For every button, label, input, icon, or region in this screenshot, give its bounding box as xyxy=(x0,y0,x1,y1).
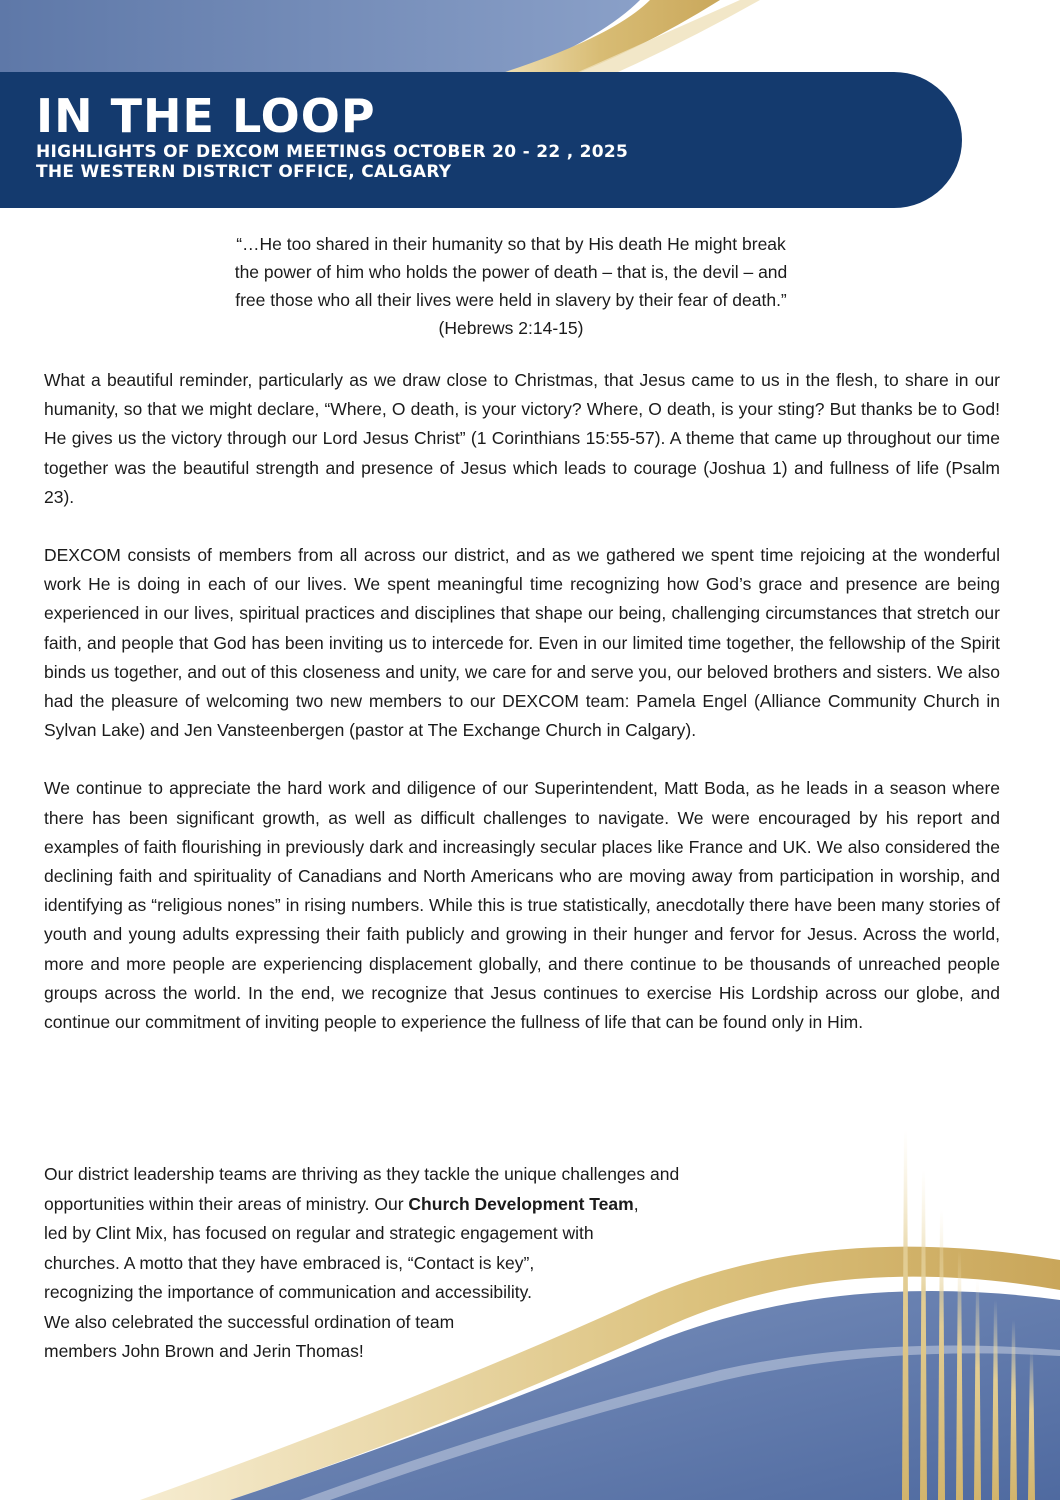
paragraph-line: churches. A motto that they have embraced is, “Contact is key”, xyxy=(44,1252,535,1273)
subtitle-line-2: THE WESTERN DISTRICT OFFICE, CALGARY xyxy=(36,162,452,182)
paragraph: We continue to appreciate the hard work and diligence of our Superintendent, Matt Boda, as he leads in a season where there has been significant growth, as well as difficult challenges to navigate. We were encouraged by his report and examples of faith flourishing in previously dark and increasingly secular places like France and UK. We also considered the declining faith and spirituality of Canadians and North Americans who are moving away from participation in worship, and identifying as “religious nones” in rising numbers. While this is true statistically, anecdotally there have been many stories of youth and young adults expressing their faith publicly and growing in their hunger and fervor for Jesus. Across the world, more and more people are experiencing displacement globally, and there continue to be thousands of unreached people groups across the world. In the end, we recognize that Jesus continues to exercise His Lordship across our globe, and continue our commitment of inviting people to experience the fullness of life that can be found only in Him. xyxy=(44,778,1000,1033)
paragraph-line: recognizing the importance of communication and accessibility. xyxy=(44,1282,532,1302)
paragraph-line xyxy=(44,1190,804,1220)
church-development-team-label: Church Development Team xyxy=(408,1193,634,1214)
text-run: , xyxy=(633,1193,639,1214)
quote-line: “…He too shared in their humanity so that by His death He might break xyxy=(236,234,786,254)
paragraph: DEXCOM consists of members from all across our district, and as we gathered we spent time rejoicing at the wonderful work He is doing in each of our lives. We spent meaningful time recognizing how God’s grace and presence are being experienced in our lives, spiritual practices and disciplines that shape our being, challenging circumstances that stretch our faith, and people that God has been inviting us to intercede for. Even in our limited time together, the fellowship of the Spirit binds us together, and out of this closeness and unity, we care for and serve you, our beloved brothers and sisters. We also had the pleasure of welcoming two new members to our DEXCOM team: Pamela Engel (Alliance Community Church in Sylvan Lake) and Jen Vansteenbergen (pastor at The Exchange Church in Calgary). xyxy=(44,545,1000,741)
leadership-paragraph xyxy=(44,1160,804,1367)
scripture-quote xyxy=(180,230,842,342)
paragraph-line: led by Clint Mix, has focused on regular and strategic engagement with xyxy=(44,1223,594,1243)
quote-line: free those who all their lives were held in slavery by their fear of death.” xyxy=(235,290,787,310)
title-banner xyxy=(0,72,962,208)
page-title: IN THE LOOP xyxy=(36,89,376,143)
quote-line: the power of him who holds the power of death – that is, the devil – and xyxy=(234,262,788,282)
text-run: opportunities within their areas of ministry. Our xyxy=(44,1193,409,1214)
article-body xyxy=(44,366,1000,1066)
quote-reference: (Hebrews 2:14-15) xyxy=(438,318,584,338)
paragraph-line: Our district leadership teams are thriving as they tackle the unique challenges and xyxy=(44,1164,680,1184)
paragraph-line: members John Brown and Jerin Thomas! xyxy=(44,1341,364,1361)
subtitle-line-1: HIGHLIGHTS OF DEXCOM MEETINGS OCTOBER 20 - 22 , 2025 xyxy=(36,142,629,162)
paragraph-line: We also celebrated the successful ordination of team xyxy=(44,1311,455,1332)
paragraph: What a beautiful reminder, particularly as we draw close to Christmas, that Jesus came to us in the flesh, to share in our humanity, so that we might declare, “Where, O death, is your victory? Where, O death, is your sting? But thanks be to God! He gives us the victory through our Lord Jesus Christ” (1 Corinthians 15:55-57). A theme that came up throughout our time together was the beautiful strength and presence of Jesus which leads to courage (Joshua 1) and fullness of life (Psalm 23). xyxy=(44,370,1000,507)
